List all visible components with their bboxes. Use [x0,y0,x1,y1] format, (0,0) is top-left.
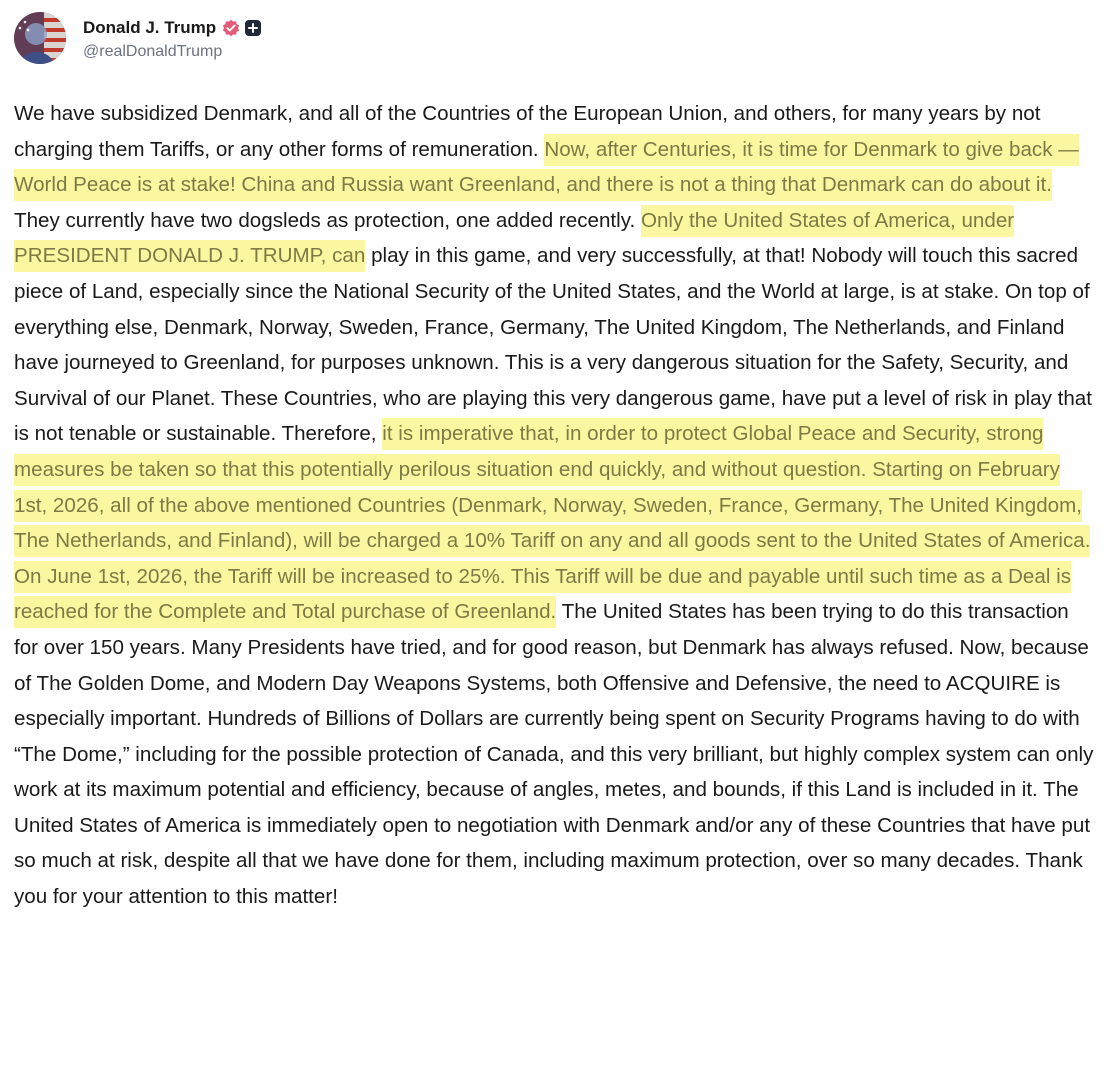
post-text-segment: We have subsidized Denmark, and all of the Countries of the European Union, and others, for many years by not charging them Tariffs, or any other forms of remuneration. [14,102,1041,161]
highlighted-text-segment: Now, after Centuries, it is time for Denmark to give back — World Peace is at stake! China and Russia want Greenland, and there is not a thing that Denmark can do about it. [14,134,1079,202]
author-identity [83,16,262,61]
avatar-portrait-icon [14,12,66,64]
highlighted-text-segment: Only the United States of America, under PRESIDENT DONALD J. TRUMP, can [14,205,1014,273]
highlighted-text-segment: it is imperative that, in order to protect Global Peace and Security, strong measures be taken so that this potentially perilous situation end quickly, and without question. Starting on February 1st, 2026, all of the above mentioned Countries (Denmark, Norway, Sweden, France, Germany, The United Kingdom, The Netherlands, and Finland), will be charged a 10% Tariff on any and all goods sent to the United States of America. On June 1st, 2026, the Tariff will be increased to 25%. This Tariff will be due and payable until such time as a Deal is reached for the Complete and Total purchase of Greenland. [14,418,1090,628]
plus-square-icon[interactable] [244,19,262,37]
post-text-segment: The United States has been trying to do this transaction for over 150 years. Many Presidents have tried, and for good reason, but Denmark has always refused. Now, because of The Golden Dome, and Modern Day Weapons Systems, both Offensive and Defensive, the need to ACQUIRE is especially important. Hundreds of Billions of Dollars are currently being spent on Security Programs having to do with “The Dome,” including for the possible protection of Canada, and this very brilliant, but highly complex system can only work at its maximum potential and efficiency, because of angles, metes, and bounds, if this Land is included in it. The United States of America is immediately open to negotiation with Denmark and/or any of these Countries that have put so much at risk, despite all that we have done for them, including maximum protection, over so many decades. Thank you for your attention to this matter! [14,600,1094,909]
post-text-segment: They currently have two dogsleds as protection, one added recently. [14,208,641,232]
avatar[interactable] [14,12,66,64]
author-handle[interactable]: @realDonaldTrump [83,42,223,60]
post-header [14,10,262,66]
verified-badge-icon [222,19,240,37]
name-row [83,16,262,40]
post-text-segment: play in this game, and very successfully, at that! Nobody will touch this sacred piece of Land, especially since the National Security of the United States, and the World at large, is at stake. On top of everything else, Denmark, Norway, Sweden, France, Germany, The United Kingdom, The Netherlands, and Finland have journeyed to Greenland, for purposes unknown. This is a very dangerous situation for the Safety, Security, and Survival of our Planet. These Countries, who are playing this very dangerous game, have put a level of risk in play that is not tenable or sustainable. Therefore, [14,244,1092,446]
author-display-name[interactable]: Donald J. Trump [83,17,217,37]
post-text [14,96,1094,915]
